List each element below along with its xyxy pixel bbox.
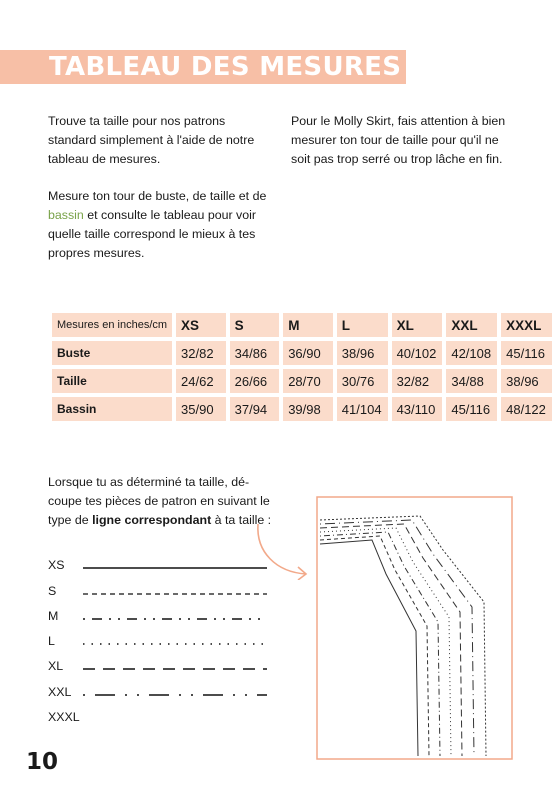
- molly-skirt-note: Pour le Molly Skirt, fais attention à bien mesurer ton tour de taille pour qu'il ne soit pas trop serré ou trop lâche en fin.: [291, 114, 506, 166]
- line-label-m: M: [48, 609, 59, 623]
- cutting-lines-intro-bold: ligne correspondant: [92, 513, 212, 527]
- cutting-lines-intro: [48, 473, 273, 530]
- page-title: TABLEAU DES MESURES: [49, 52, 402, 82]
- table-cell: 43/110: [392, 397, 443, 421]
- table-row-taille: [52, 369, 552, 393]
- table-cell: 48/122: [501, 397, 552, 421]
- line-label-xxl: XXL: [48, 685, 72, 699]
- intro-paragraph-1: Trouve ta taille pour nos patrons standard simplement à l'aide de notre tableau de mesures.: [48, 114, 255, 166]
- table-cell: 26/66: [230, 369, 280, 393]
- table-row-buste: [52, 341, 552, 365]
- table-header-row: [52, 313, 552, 337]
- pattern-lines-illustration: [316, 496, 513, 761]
- line-label-xs: XS: [48, 558, 65, 572]
- page-number: 10: [26, 749, 59, 775]
- row-label-buste: Buste: [52, 341, 172, 365]
- measurement-table: [48, 309, 556, 425]
- size-header-xxl: XXL: [446, 313, 497, 337]
- table-cell: 42/108: [446, 341, 497, 365]
- line-label-xxxl: XXXL: [48, 710, 80, 724]
- table-cell: 45/116: [446, 397, 497, 421]
- table-cell: 40/102: [392, 341, 443, 365]
- line-samples: [80, 560, 272, 710]
- table-row-bassin: [52, 397, 552, 421]
- table-cell: 36/90: [283, 341, 333, 365]
- table-cell: 32/82: [392, 369, 443, 393]
- row-label-taille: Taille: [52, 369, 172, 393]
- line-label-l: L: [48, 634, 55, 648]
- table-cell: 32/82: [176, 341, 226, 365]
- table-cell: 34/86: [230, 341, 280, 365]
- table-cell: 28/70: [283, 369, 333, 393]
- size-header-xs: XS: [176, 313, 226, 337]
- table-cell: 39/98: [283, 397, 333, 421]
- table-cell: 45/116: [501, 341, 552, 365]
- table-cell: 24/62: [176, 369, 226, 393]
- intro-paragraph-2-end: et consulte le tableau pour voir quelle taille correspond le mieux à tes propres mesures.: [48, 208, 257, 260]
- size-header-l: L: [337, 313, 388, 337]
- table-cell: 34/88: [446, 369, 497, 393]
- size-header-s: S: [230, 313, 280, 337]
- size-header-xxxl: XXXL: [501, 313, 552, 337]
- cutting-lines-intro-end: à ta taille :: [211, 513, 272, 527]
- table-corner-label: Mesures en inches/cm: [52, 313, 172, 337]
- size-header-xl: XL: [392, 313, 443, 337]
- table-cell: 35/90: [176, 397, 226, 421]
- bassin-highlight: bassin: [48, 208, 84, 222]
- cutting-lines-intro-start: Lorsque tu as déterminé ta taille, dé-coupe tes pièces de patron en suivant le type de: [48, 475, 270, 527]
- table-cell: 30/76: [337, 369, 388, 393]
- line-label-s: S: [48, 584, 57, 598]
- table-cell: 37/94: [230, 397, 280, 421]
- size-header-m: M: [283, 313, 333, 337]
- intro-paragraph-2: [48, 187, 273, 263]
- table-cell: 41/104: [337, 397, 388, 421]
- pointer-arrow-icon: [254, 520, 318, 580]
- line-label-xl: XL: [48, 659, 64, 673]
- row-label-bassin: Bassin: [52, 397, 172, 421]
- table-cell: 38/96: [337, 341, 388, 365]
- intro-paragraph-2-start: Mesure ton tour de buste, de taille et de: [48, 189, 267, 203]
- table-cell: 38/96: [501, 369, 552, 393]
